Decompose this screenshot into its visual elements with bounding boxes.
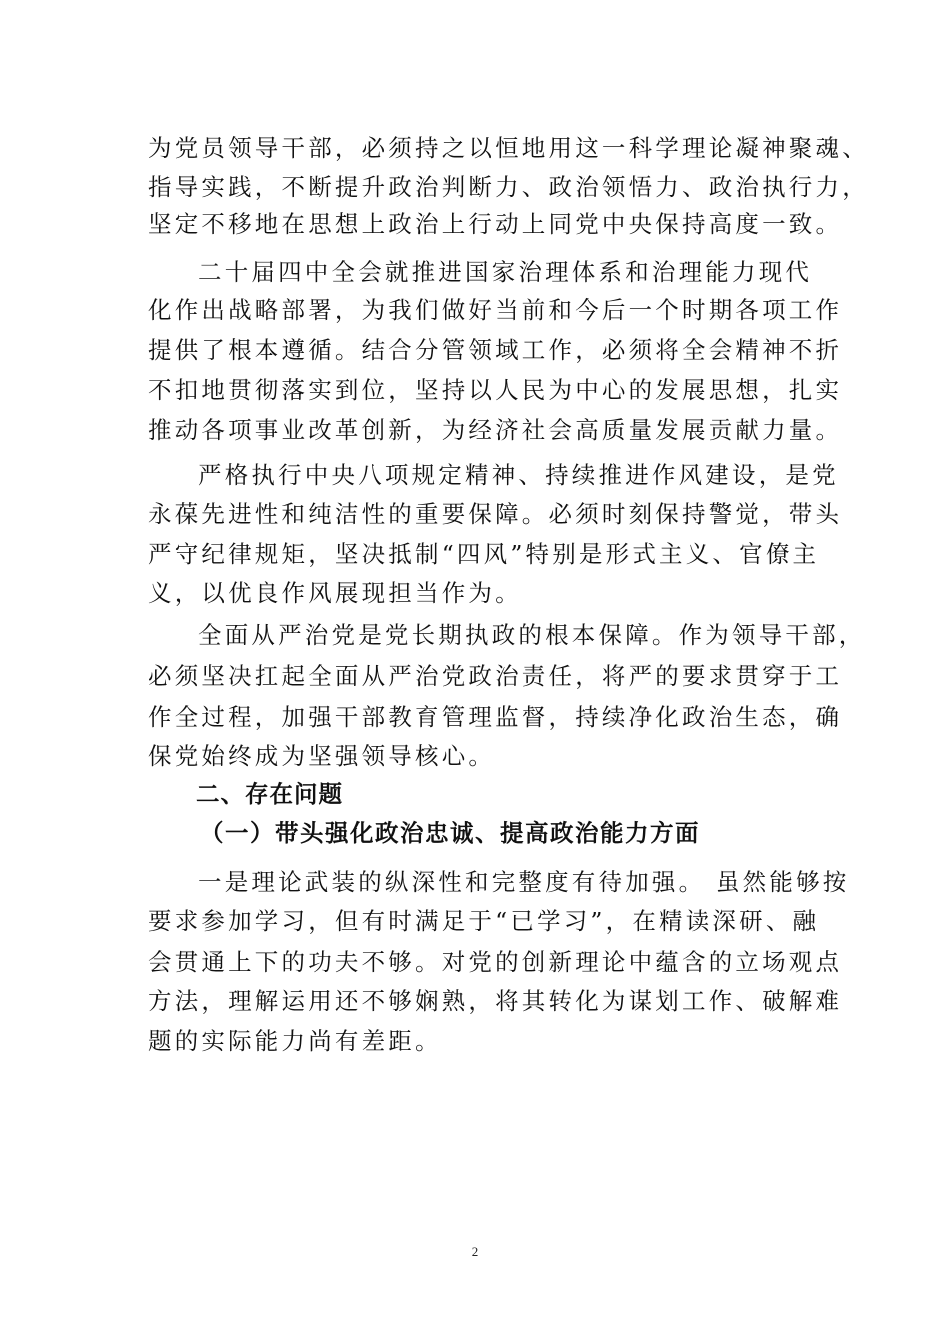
paragraph-line: 严守纪律规矩，坚决抵制“四风”特别是形式主义、官僚主 — [148, 540, 820, 568]
paragraph-line: 保党始终成为坚强领导核心。 — [148, 742, 496, 770]
paragraph-line: 一是理论武装的纵深性和完整度有待加强。 虽然能够按 — [198, 868, 850, 896]
paragraph-line: 为党员领导干部，必须持之以恒地用这一科学理论凝神聚魂、 — [148, 134, 869, 162]
paragraph-line: 义，以优良作风展现担当作为。 — [148, 579, 522, 607]
section-heading: 二、存在问题 — [196, 780, 343, 808]
paragraph-line: 不扣地贯彻落实到位，坚持以人民为中心的发展思想，扎实 — [148, 376, 843, 404]
paragraph-line: 指导实践，不断提升政治判断力、政治领悟力、政治执行力， — [148, 173, 869, 201]
paragraph-line: 提供了根本遵循。结合分管领域工作，必须将全会精神不折 — [148, 336, 843, 364]
paragraph-line: 永葆先进性和纯洁性的重要保障。必须时刻保持警觉，带头 — [148, 500, 843, 528]
paragraph-line: 严格执行中央八项规定精神、持续推进作风建设，是党 — [198, 461, 839, 489]
paragraph-line: 题的实际能力尚有差距。 — [148, 1027, 442, 1055]
paragraph-line: 全面从严治党是党长期执政的根本保障。作为领导干部， — [198, 621, 866, 649]
paragraph-line: 坚定不移地在思想上政治上行动上同党中央保持高度一致。 — [148, 210, 843, 238]
paragraph-line: 必须坚决扛起全面从严治党政治责任，将严的要求贯穿于工 — [148, 662, 843, 690]
paragraph-line: 化作出战略部署，为我们做好当前和今后一个时期各项工作 — [148, 296, 843, 324]
paragraph-line: 二十届四中全会就推进国家治理体系和治理能力现代 — [198, 258, 813, 286]
paragraph-line: 作全过程，加强干部教育管理监督，持续净化政治生态，确 — [148, 703, 843, 731]
paragraph-line: 要求参加学习，但有时满足于“已学习”，在精读深研、融 — [148, 907, 820, 935]
page-number: 2 — [471, 1244, 479, 1259]
paragraph-line: 会贯通上下的功夫不够。对党的创新理论中蕴含的立场观点 — [148, 948, 843, 976]
paragraph-line: 方法，理解运用还不够娴熟，将其转化为谋划工作、破解难 — [148, 987, 843, 1015]
paragraph-line: 推动各项事业改革创新，为经济社会高质量发展贡献力量。 — [148, 416, 843, 444]
subsection-heading: （一）带头强化政治忠诚、提高政治能力方面 — [200, 819, 700, 847]
